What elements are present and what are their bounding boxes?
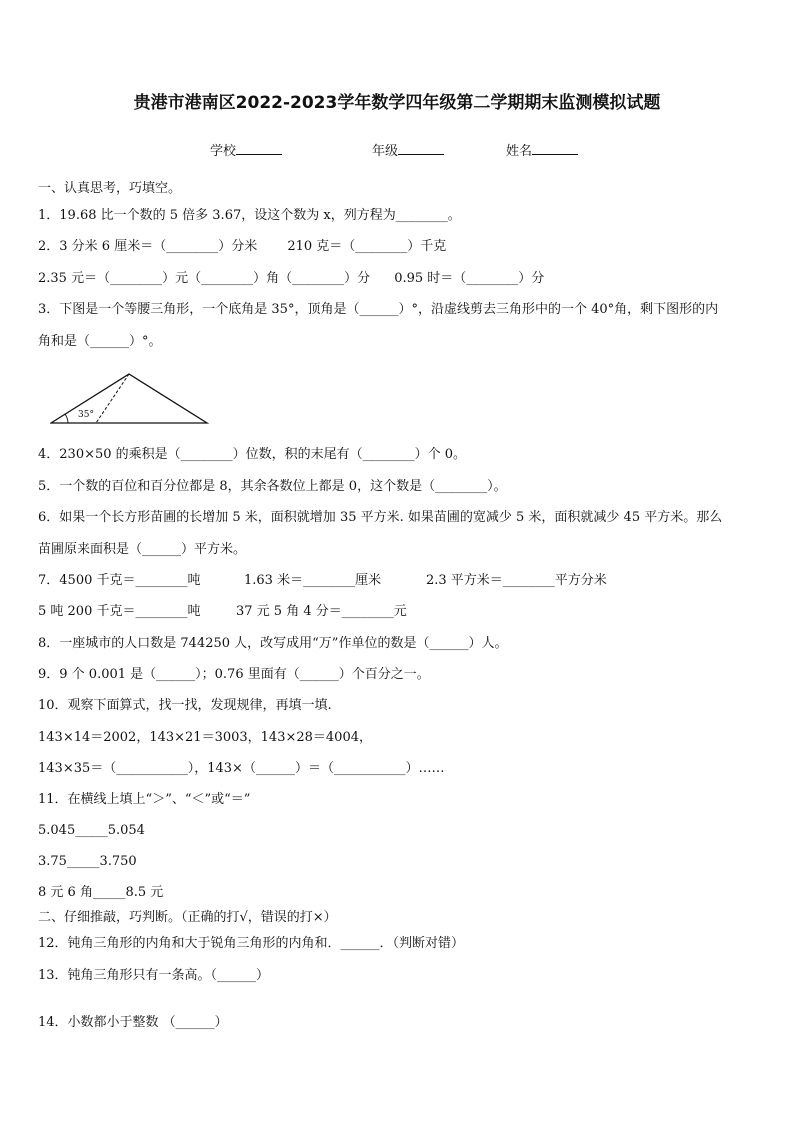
question-2c: 2.35 元＝（________）元（________）角（________）分 xyxy=(38,271,371,286)
question-2-line-1 xyxy=(38,238,446,256)
name-label: 姓名 xyxy=(506,144,533,159)
question-10-line-3: 143×35＝（___________），143×（______）＝（___________）…… xyxy=(38,761,445,776)
question-7d: 5 吨 200 千克＝________吨 xyxy=(38,604,201,619)
dashed-cut-line xyxy=(96,374,129,423)
question-7a: 7．4500 千克＝________吨 xyxy=(38,573,201,588)
question-11a: 5.045_____5.054 xyxy=(38,823,145,838)
school-label: 学校 xyxy=(210,144,237,159)
grade-label: 年级 xyxy=(372,144,399,159)
question-7-line-1 xyxy=(38,572,607,590)
grade-blank[interactable] xyxy=(398,142,444,155)
question-13: 13．钝角三角形只有一条高。（______） xyxy=(38,968,270,983)
section-1-heading: 一、认真思考，巧填空。 xyxy=(38,181,182,196)
school-blank[interactable] xyxy=(236,142,282,155)
question-10-line-2: 143×14＝2002，143×21＝3003，143×28＝4004， xyxy=(38,730,372,745)
question-3-line-2: 角和是（______）°。 xyxy=(38,334,162,349)
name-blank[interactable] xyxy=(532,142,578,155)
question-7-line-2 xyxy=(38,603,407,621)
question-11: 11．在横线上填上“＞”、“＜”或“＝” xyxy=(38,792,251,807)
section-2-heading: 二、仔细推敲，巧判断。（正确的打√，错误的打×） xyxy=(38,910,337,925)
question-2-line-2 xyxy=(38,270,544,288)
question-2b: 210 克＝（________）千克 xyxy=(287,239,447,254)
page-title: 贵港市港南区2022-2023学年数学四年级第二学期期末监测模拟试题 xyxy=(133,93,661,113)
question-7c: 2.3 平方米＝________平方分米 xyxy=(426,573,607,588)
question-12: 12．钝角三角形的内角和大于锐角三角形的内角和．______．（判断对错） xyxy=(38,936,465,951)
name-field xyxy=(506,140,578,159)
question-7b: 1.63 米＝________厘米 xyxy=(244,573,382,588)
isosceles-triangle-figure xyxy=(50,372,212,426)
question-9: 9．9 个 0.001 是（______）；0.76 里面有（______）个百分之一。 xyxy=(38,667,430,682)
question-4: 4．230×50 的乘积是（________）位数，积的末尾有（________）个 0。 xyxy=(38,447,467,462)
question-10-line-1: 10．观察下面算式，找一找，发现规律，再填一填. xyxy=(38,698,332,713)
angle-label: 35° xyxy=(78,410,94,420)
grade-field xyxy=(372,140,444,159)
question-2d: 0.95 时＝（________）分 xyxy=(394,271,545,286)
question-1: 1．19.68 比一个数的 5 倍多 3.67，设这个数为 x，列方程为________。 xyxy=(38,208,461,223)
question-14: 14．小数都小于整数 （______） xyxy=(38,1015,228,1030)
question-11c: 8 元 6 角_____8.5 元 xyxy=(38,885,164,900)
question-8: 8．一座城市的人口数是 744250 人，改写成用“万”作单位的数是（______）人。 xyxy=(38,636,508,651)
angle-arc-icon xyxy=(65,414,68,423)
question-3-line-1: 3．下图是一个等腰三角形，一个底角是 35°，顶角是（______）°，沿虚线剪去三角形中的一个 40°角，剩下图形的内 xyxy=(38,302,719,317)
question-11b: 3.75_____3.750 xyxy=(38,854,137,869)
triangle-outline xyxy=(51,374,207,423)
question-5: 5．一个数的百位和百分位都是 8，其余各数位上都是 0，这个数是（________）。 xyxy=(38,479,507,494)
question-2a: 2．3 分米 6 厘米＝（________）分米 xyxy=(38,239,258,254)
school-field xyxy=(210,140,282,159)
question-6-line-1: 6．如果一个长方形苗圃的长增加 5 米，面积就增加 35 平方米. 如果苗圃的宽减少 5 米，面积就减少 45 平方米。那么 xyxy=(38,510,723,525)
question-6-line-2: 苗圃原来面积是（______）平方米。 xyxy=(38,542,247,557)
question-7e: 37 元 5 角 4 分＝________元 xyxy=(236,604,407,619)
